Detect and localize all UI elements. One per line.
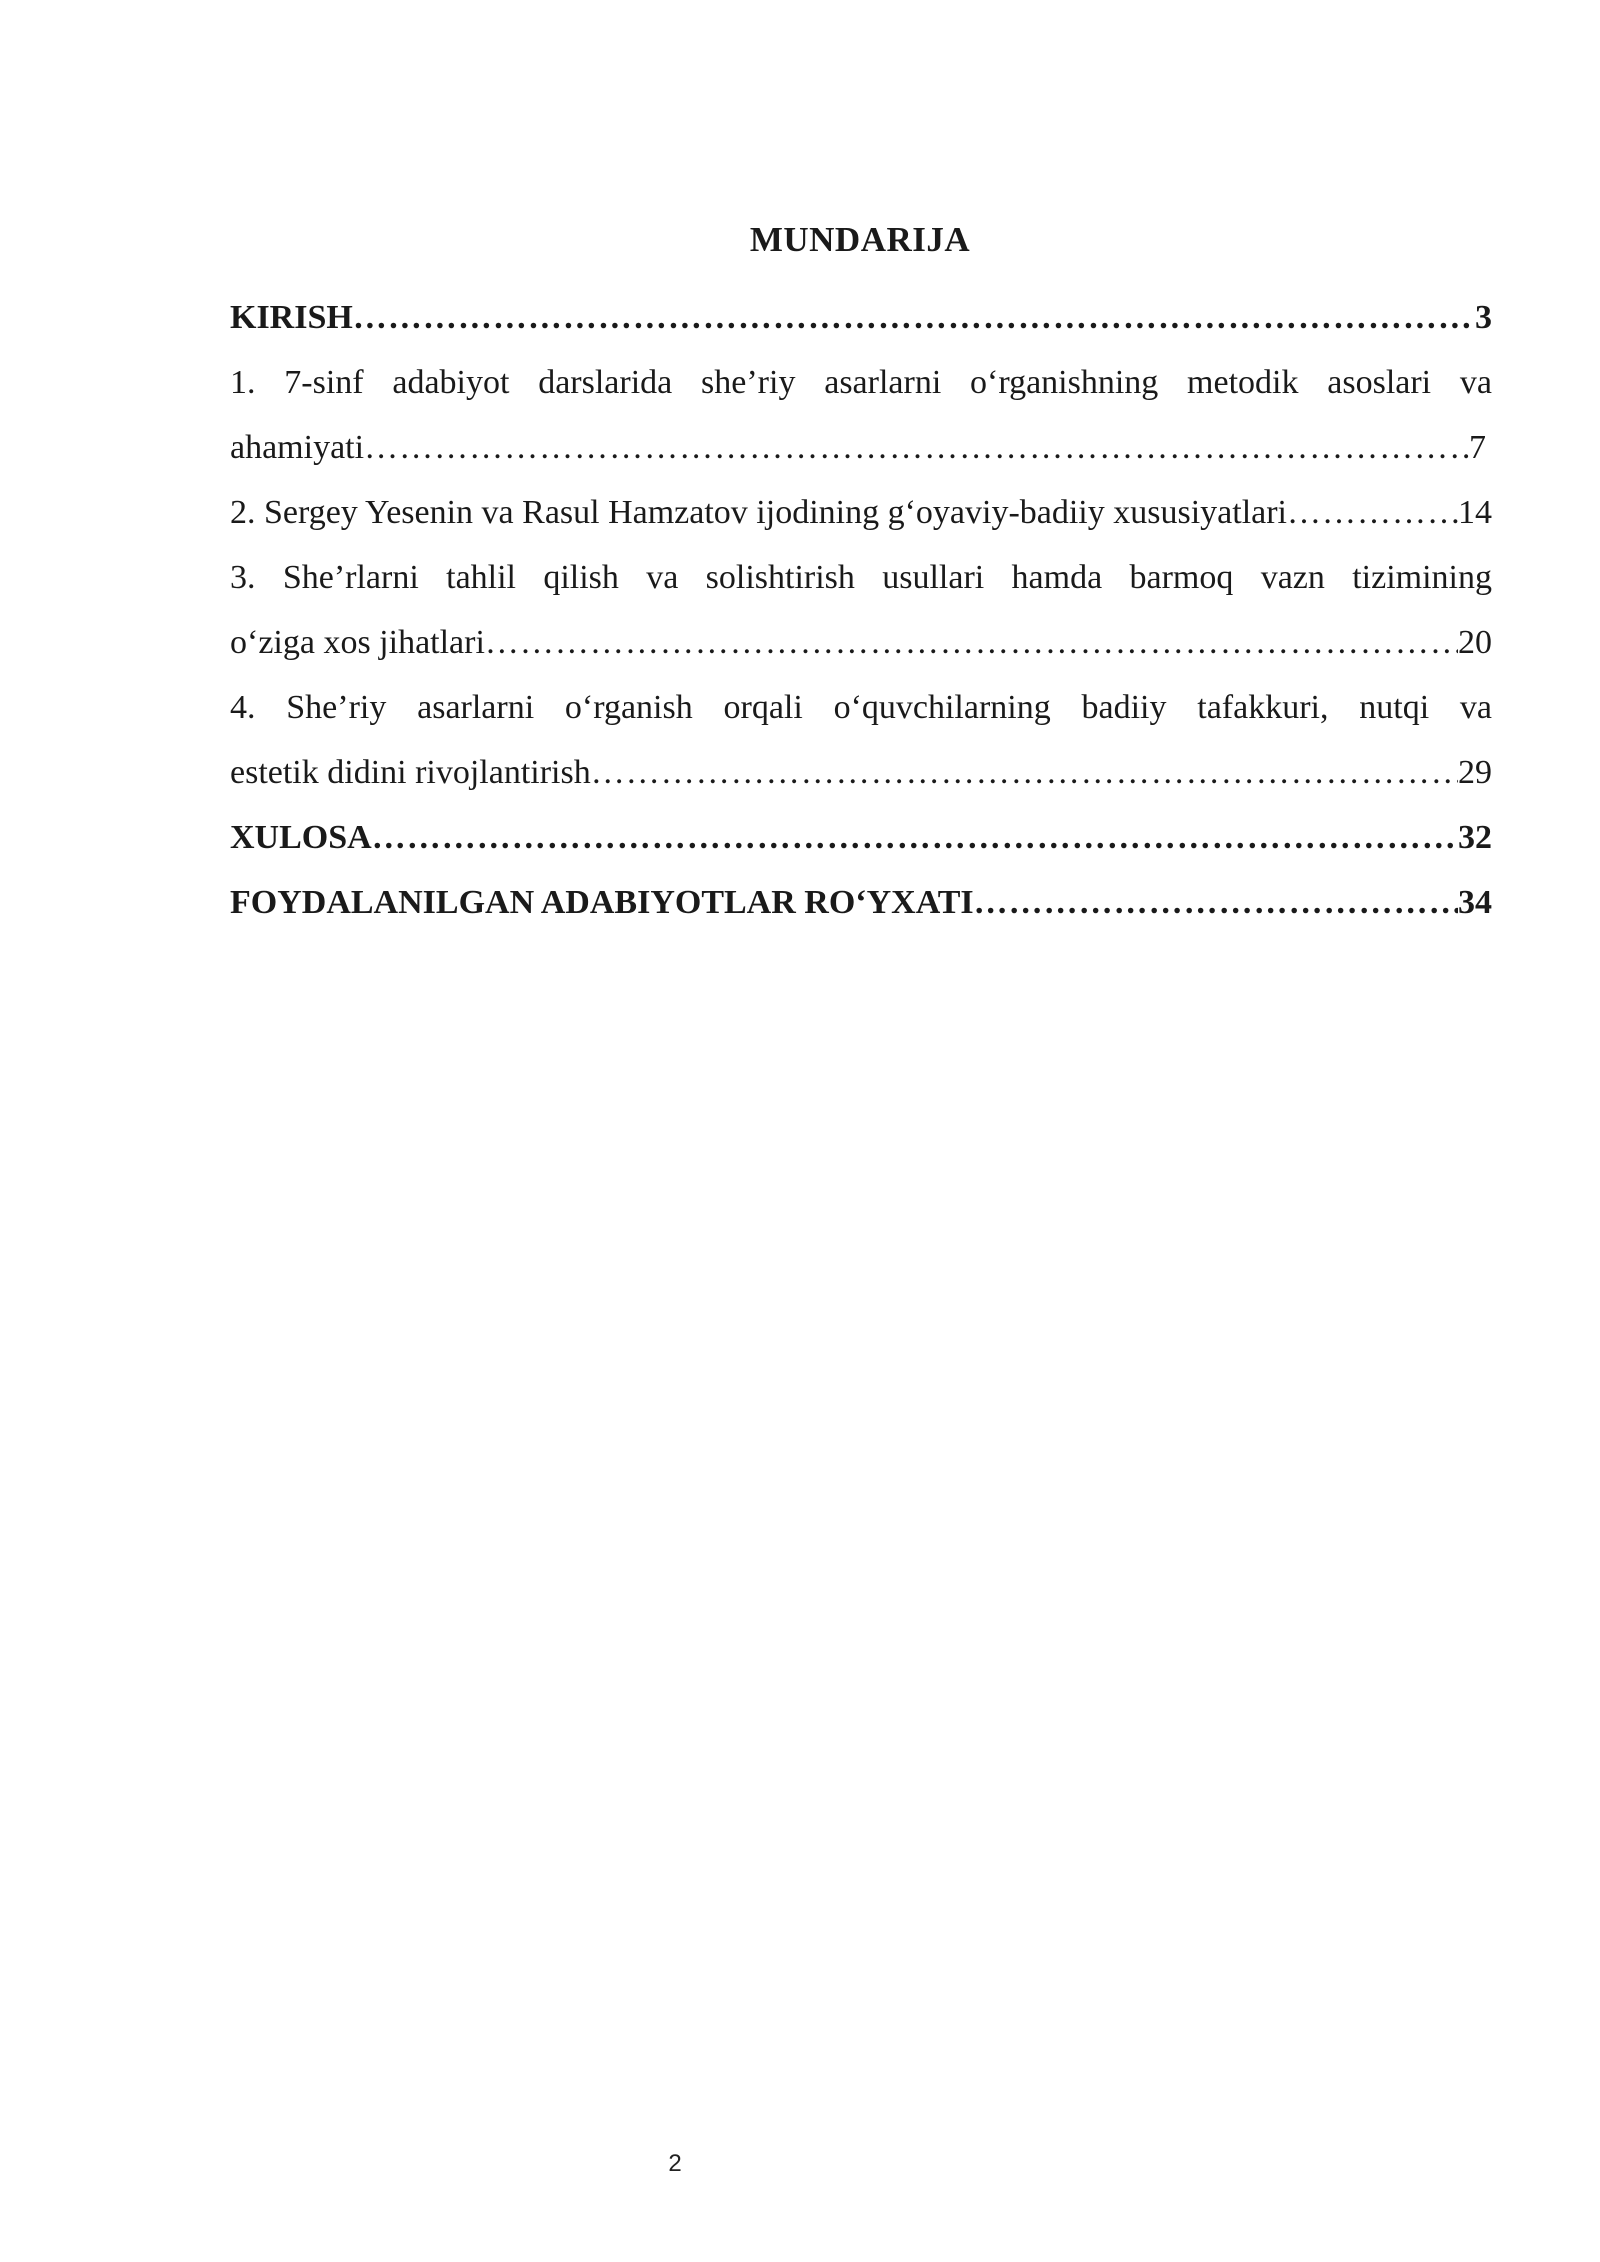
toc-leader-dots [485,610,1458,675]
toc-entry-kirish[interactable] [230,285,1492,350]
toc-leader-dots [974,870,1458,935]
toc-entry-page: 3 [1475,299,1492,336]
toc-entry-adabiyotlar[interactable] [230,870,1492,935]
toc-entry-page: 7 [1469,429,1486,466]
toc-entry-page: 32 [1458,819,1492,856]
toc-entry-chapter-1[interactable] [230,415,1492,480]
toc-entry-label: XULOSA [230,819,372,856]
toc-entry-label: KIRISH [230,299,353,336]
toc-leader-dots [372,805,1458,870]
toc-entry-chapter-4-line-1[interactable]: 4. She’riy asarlarni o‘rganish orqali o‘quvchilarning badiiy tafakkuri, nutqi va [230,689,1492,726]
toc-leader-dots [364,415,1469,480]
toc-entry-label: 2. Sergey Yesenin va Rasul Hamzatov ijodining g‘oyaviy-badiiy xususiyatlari [230,494,1288,531]
toc-entry-page: 14 [1458,494,1492,531]
page-title: MUNDARIJA [749,220,971,259]
toc-entry-label: ahamiyati [230,429,365,466]
toc-entry-label: FOYDALANILGAN ADABIYOTLAR RO‘YXATI [230,884,974,921]
toc-entry-label: o‘ziga xos jihatlari [230,624,485,661]
toc-entry-chapter-1-line-1[interactable]: 1. 7-sinf adabiyot darslarida she’riy asarlarni o‘rganishning metodik asoslari va [230,364,1492,401]
toc-entry-label: estetik didini rivojlantirish [230,754,591,791]
table-of-contents [230,285,1492,935]
toc-entry-page: 34 [1458,884,1492,921]
page-number: 2 [668,2150,682,2177]
toc-entry-chapter-4[interactable] [230,740,1492,805]
toc-leader-dots [591,740,1458,805]
toc-leader-dots [1287,480,1458,545]
toc-leader-dots [353,285,1475,350]
toc-entry-page: 29 [1458,754,1492,791]
toc-entry-chapter-2[interactable] [230,480,1492,545]
toc-entry-page: 20 [1458,624,1492,661]
toc-entry-chapter-3-line-1[interactable]: 3. She’rlarni tahlil qilish va solishtirish usullari hamda barmoq vazn tizimining [230,559,1492,596]
toc-entry-xulosa[interactable] [230,805,1492,870]
toc-entry-chapter-3[interactable] [230,610,1492,675]
